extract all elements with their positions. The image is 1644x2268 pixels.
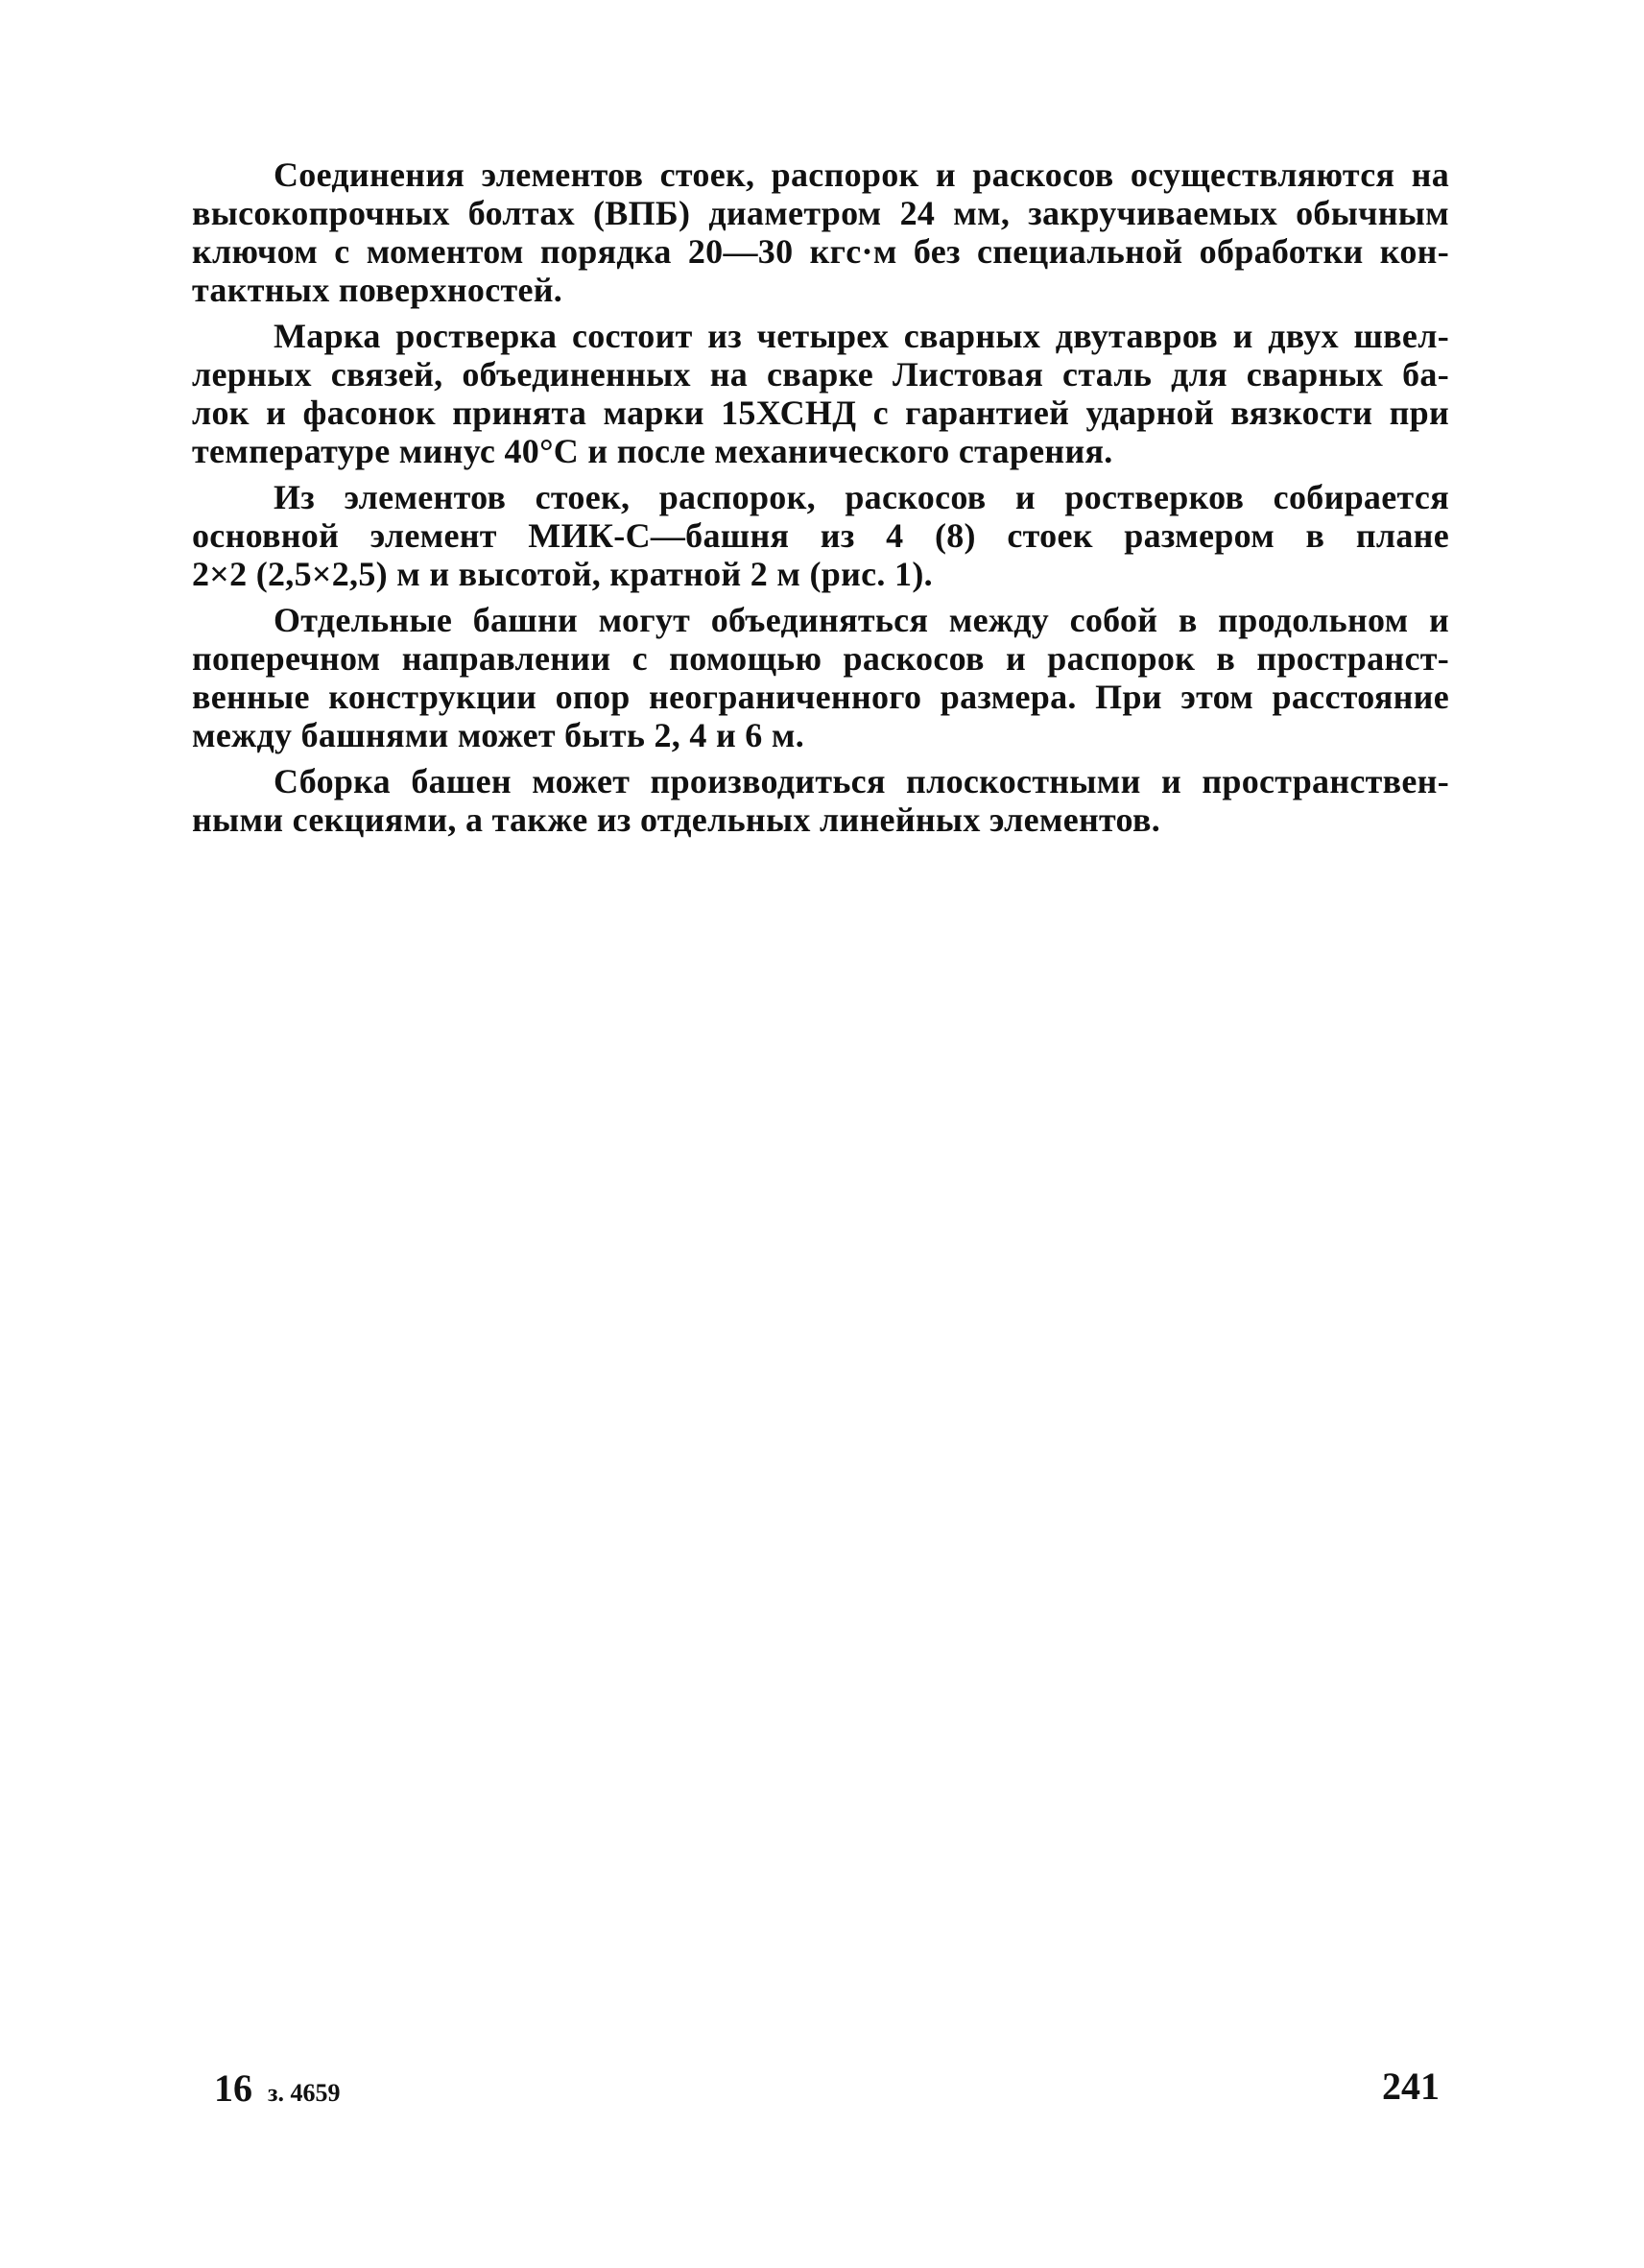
text-line: Сборка башен может производиться плоскостными и пространствен- bbox=[274, 762, 1449, 800]
text-line: ключом с моментом порядка 20—30 кгс·м без специальной обработки кон- bbox=[192, 232, 1449, 271]
paragraph-tower-sections bbox=[192, 762, 1449, 839]
paragraph-bolted-joints bbox=[192, 155, 1449, 309]
text-line: между башнями может быть 2, 4 и 6 м. bbox=[192, 716, 805, 754]
body-text bbox=[192, 155, 1449, 847]
text-line: основной элемент МИК-С—башня из 4 (8) стоек размером в плане bbox=[192, 516, 1449, 555]
text-line: тактных поверхностей. bbox=[192, 271, 563, 309]
text-line: лок и фасонок принята марки 15ХСНД с гарантией ударной вязкости при bbox=[192, 394, 1449, 432]
text-line: венные конструкции опор неограниченного размера. При этом расстояние bbox=[192, 678, 1449, 716]
signature-number: 16 bbox=[214, 2066, 252, 2110]
text-line: высокопрочных болтах (ВПБ) диаметром 24 мм, закручиваемых обычным bbox=[192, 194, 1449, 232]
paragraph-tower-assembly bbox=[192, 478, 1449, 593]
text-line: температуре минус 40°С и после механического старения. bbox=[192, 432, 1113, 470]
text-line: 2×2 (2,5×2,5) м и высотой, кратной 2 м (рис. 1). bbox=[192, 555, 933, 593]
text-line: Соединения элементов стоек, распорок и раскосов осуществляются на bbox=[274, 155, 1449, 194]
text-line: ными секциями, а также из отдельных линейных элементов. bbox=[192, 800, 1160, 839]
page-number: 241 bbox=[1382, 2065, 1440, 2108]
paragraph-grillage bbox=[192, 317, 1449, 470]
text-line: лерных связей, объединенных на сварке Листовая сталь для сварных ба- bbox=[192, 355, 1449, 394]
signature-order: з. 4659 bbox=[268, 2079, 341, 2107]
text-line: Отдельные башни могут объединяться между собой в продольном и bbox=[274, 601, 1449, 639]
text-line: Марка ростверка состоит из четырех сварных двутавров и двух швел- bbox=[274, 317, 1449, 355]
text-line: Из элементов стоек, распорок, раскосов и ростверков собирается bbox=[274, 478, 1449, 516]
paragraph-tower-joining bbox=[192, 601, 1449, 754]
signature-mark bbox=[214, 2065, 340, 2111]
text-line: поперечном направлении с помощью раскосов и распорок в пространст- bbox=[192, 639, 1449, 678]
